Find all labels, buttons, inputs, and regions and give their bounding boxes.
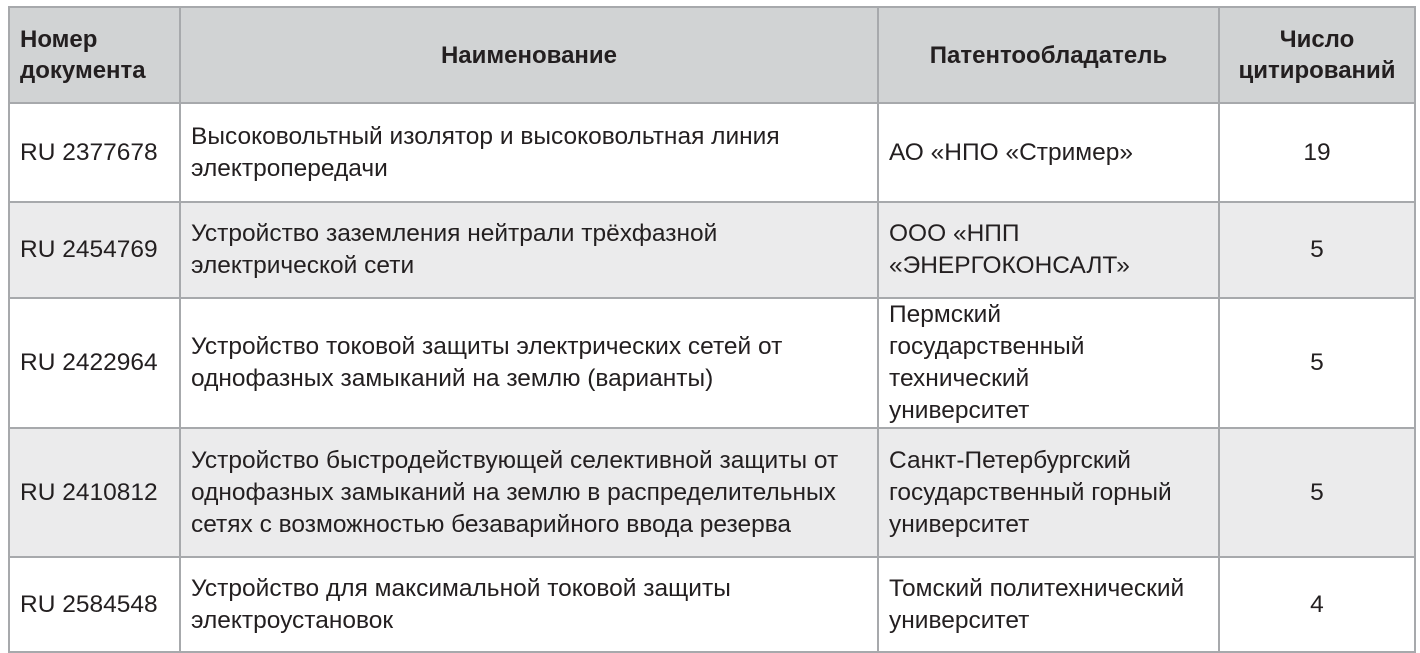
cell-citations: 4 (1219, 557, 1415, 652)
table-row (9, 428, 1415, 557)
cell-holder: ООО «НПП «ЭНЕРГОКОНСАЛТ» (878, 202, 1219, 298)
header-citations: Число цитирований (1219, 7, 1415, 103)
cell-title: Устройство заземления нейтрали трёхфазной электрической сети (180, 202, 878, 298)
table-row (9, 557, 1415, 652)
cell-title: Устройство для максимальной токовой защиты электроустановок (180, 557, 878, 652)
cell-holder: Томский политехнический университет (878, 557, 1219, 652)
cell-holder: Санкт-Петербургский государственный горный университет (878, 428, 1219, 557)
cell-doc-number: RU 2377678 (9, 103, 180, 202)
cell-citations: 5 (1219, 298, 1415, 428)
table-row (9, 103, 1415, 202)
table-row (9, 298, 1415, 428)
cell-doc-number: RU 2584548 (9, 557, 180, 652)
cell-holder: АО «НПО «Стример» (878, 103, 1219, 202)
cell-doc-number: RU 2410812 (9, 428, 180, 557)
header-doc-number: Номер документа (9, 7, 180, 103)
cell-title: Устройство токовой защиты электрических сетей от однофазных замыканий на землю (варианты) (180, 298, 878, 428)
header-holder: Патентообладатель (878, 7, 1219, 103)
header-title: Наименование (180, 7, 878, 103)
patent-citations-table (8, 6, 1416, 653)
cell-doc-number: RU 2422964 (9, 298, 180, 428)
cell-citations: 5 (1219, 428, 1415, 557)
patent-table-container (8, 6, 1416, 653)
cell-title: Высоковольтный изолятор и высоковольтная линия электропередачи (180, 103, 878, 202)
cell-doc-number: RU 2454769 (9, 202, 180, 298)
cell-holder: Пермский государственный технический университет (878, 298, 1219, 428)
table-header-row (9, 7, 1415, 103)
cell-citations: 5 (1219, 202, 1415, 298)
cell-citations: 19 (1219, 103, 1415, 202)
cell-title: Устройство быстродействующей селективной защиты от однофазных замыканий на землю в распределительных сетях с возможностью безаварийного ввода резерва (180, 428, 878, 557)
table-row (9, 202, 1415, 298)
